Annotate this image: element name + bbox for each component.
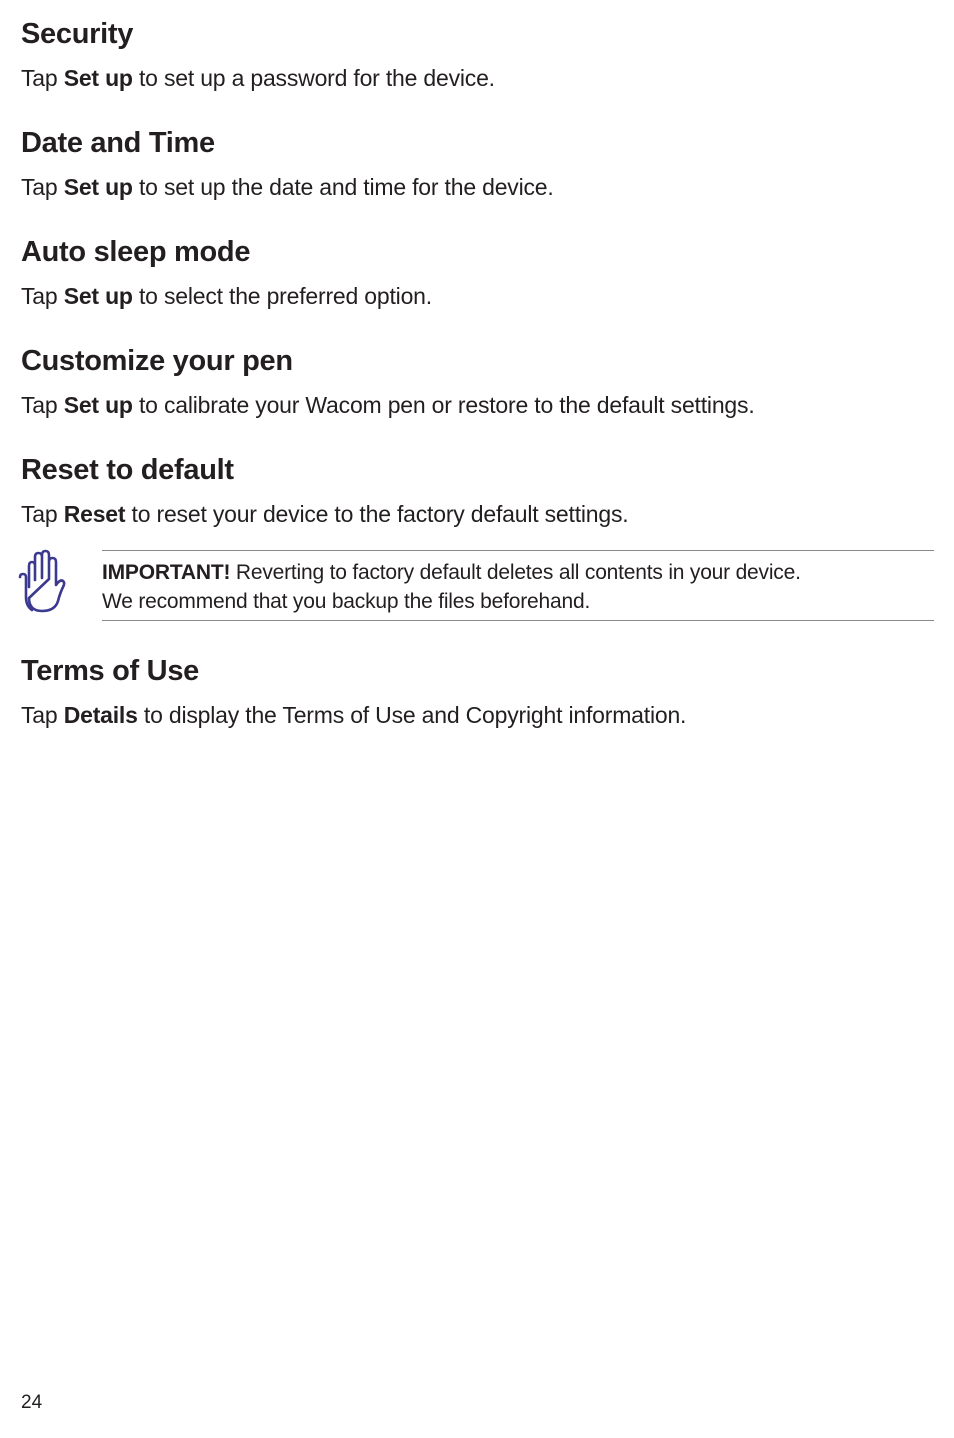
section-description: Tap Set up to select the preferred option. [21, 283, 432, 309]
action-label: Set up [63, 65, 133, 91]
section-description: Tap Set up to set up the date and time for the device. [21, 174, 554, 200]
section-description: Tap Set up to calibrate your Wacom pen or restore to the default settings. [21, 392, 755, 418]
section-title: Date and Time [21, 127, 215, 159]
section-customize-pen [21, 344, 934, 419]
important-label: IMPORTANT! [102, 561, 231, 584]
hand-icon [18, 549, 66, 615]
action-label: Details [63, 702, 138, 728]
section-description: Tap Set up to set up a password for the device. [21, 65, 495, 91]
action-label: Reset [63, 501, 126, 527]
section-title: Terms of Use [21, 655, 199, 687]
action-label: Set up [63, 174, 133, 200]
section-description: Tap Reset to reset your device to the factory default settings. [21, 501, 629, 527]
page-number: 24 [21, 1392, 43, 1413]
section-description: Tap Details to display the Terms of Use and Copyright information. [21, 702, 687, 728]
action-label: Set up [63, 392, 133, 418]
notice-line-2: We recommend that you backup the files beforehand. [102, 590, 591, 613]
notice-text [102, 558, 934, 616]
section-title: Auto sleep mode [21, 236, 251, 268]
action-label: Set up [63, 283, 133, 309]
section-title: Customize your pen [21, 345, 293, 377]
section-auto-sleep-mode [21, 235, 934, 310]
section-reset-to-default [21, 453, 934, 528]
section-title: Reset to default [21, 454, 234, 486]
section-security [21, 17, 934, 92]
important-notice [102, 550, 934, 621]
notice-line-1: Reverting to factory default deletes all contents in your device. [230, 561, 801, 584]
section-title: Security [21, 18, 134, 50]
section-terms-of-use [21, 654, 934, 729]
section-date-and-time [21, 126, 934, 201]
